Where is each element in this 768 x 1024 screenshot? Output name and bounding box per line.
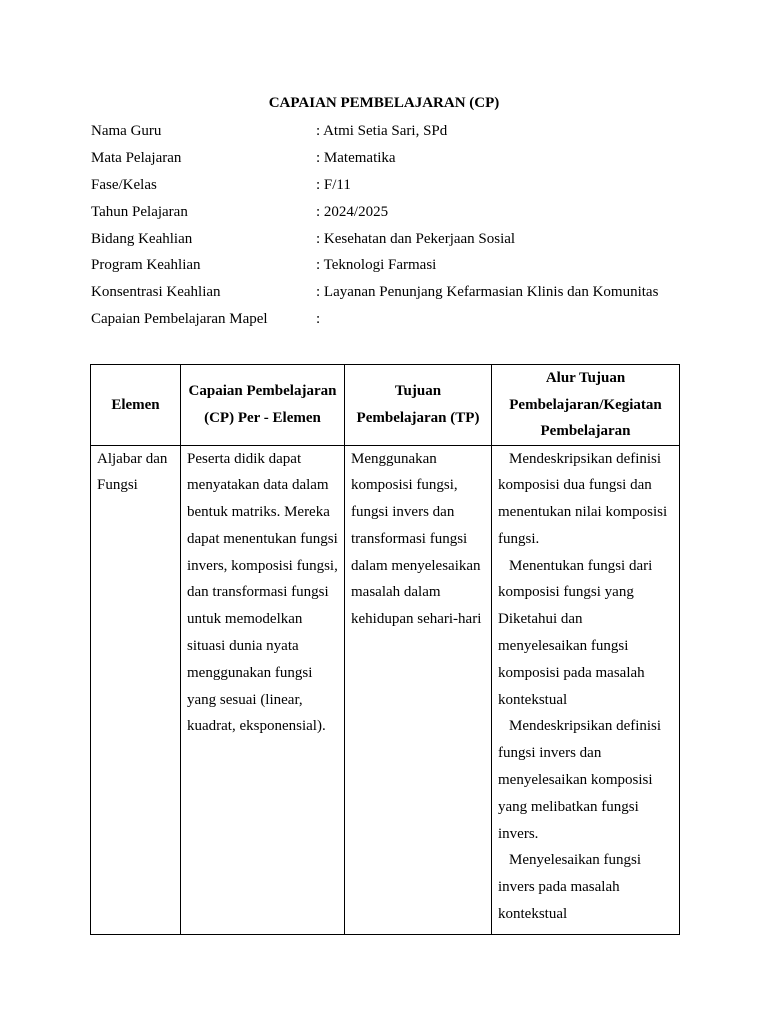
info-value: : Layanan Penunjang Kefarmasian Klinis dan Komunitas xyxy=(316,284,659,301)
info-label: Konsentrasi Keahlian xyxy=(91,284,221,301)
info-label: Capaian Pembelajaran Mapel xyxy=(91,311,268,328)
atp-item: Mendeskripsikan definisi fungsi invers dan menyelesaikan komposisi yang melibatkan fungsi invers. xyxy=(498,718,662,842)
cell-elemen: Aljabar dan Fungsi xyxy=(91,445,181,934)
header-atp: Alur Tujuan Pembelajaran/Kegiatan Pembelajaran xyxy=(492,365,680,446)
info-row-nama-guru xyxy=(91,120,691,147)
info-row-konsentrasi-keahlian xyxy=(91,281,691,308)
cell-tp: Menggunakan komposisi fungsi, fungsi invers dan transformasi fungsi dalam menyelesaikan masalah dalam kehidupan sehari-hari xyxy=(345,445,492,934)
header-cp: Capaian Pembelajaran (CP) Per - Elemen xyxy=(181,365,345,446)
info-value: : 2024/2025 xyxy=(316,203,389,220)
info-label: Fase/Kelas xyxy=(91,176,157,193)
info-value: : Atmi Setia Sari, SPd xyxy=(316,123,448,139)
info-label: Nama Guru xyxy=(91,123,162,139)
info-row-program-keahlian xyxy=(91,254,691,281)
info-label: Tahun Pelajaran xyxy=(91,203,188,220)
info-row-tahun-pelajaran xyxy=(91,201,691,228)
cell-cp: Peserta didik dapat menyatakan data dalam bentuk matriks. Mereka dapat menentukan fungsi invers, komposisi fungsi, dan transformasi fungsi untuk memodelkan situasi dunia nyata menggunakan fungsi yang sesuai (linear, kuadrat, eksponensial). xyxy=(181,445,345,934)
info-value: : Teknologi Farmasi xyxy=(316,257,437,274)
info-row-capaian-mapel xyxy=(91,308,691,335)
atp-item: Menyelesaikan fungsi invers pada masalah kontekstual xyxy=(498,852,642,923)
info-value: : Matematika xyxy=(316,149,396,166)
document-title: CAPAIAN PEMBELAJARAN (CP) xyxy=(268,95,500,111)
atp-item: Menentukan fungsi dari komposisi fungsi yang Diketahui dan menyelesaikan fungsi komposisi pada masalah kontekstual xyxy=(498,557,653,708)
info-label: Program Keahlian xyxy=(91,257,201,274)
cell-atp xyxy=(492,445,680,934)
header-tp: Tujuan Pembelajaran (TP) xyxy=(345,365,492,446)
info-row-fase-kelas xyxy=(91,174,691,201)
table-row xyxy=(91,445,680,934)
table-header-row xyxy=(91,365,680,446)
info-value: : F/11 xyxy=(316,176,351,193)
info-row-bidang-keahlian xyxy=(91,228,691,255)
atp-item: Mendeskripsikan definisi komposisi dua fungsi dan menentukan nilai komposisi fungsi. xyxy=(498,450,668,547)
header-elemen: Elemen xyxy=(91,365,181,446)
info-label: Mata Pelajaran xyxy=(91,149,182,166)
info-label: Bidang Keahlian xyxy=(91,230,193,247)
info-block xyxy=(91,120,691,335)
info-value: : Kesehatan dan Pekerjaan Sosial xyxy=(316,230,516,247)
cp-table xyxy=(90,364,680,935)
info-row-mata-pelajaran xyxy=(91,147,691,174)
info-value: : xyxy=(316,311,321,328)
